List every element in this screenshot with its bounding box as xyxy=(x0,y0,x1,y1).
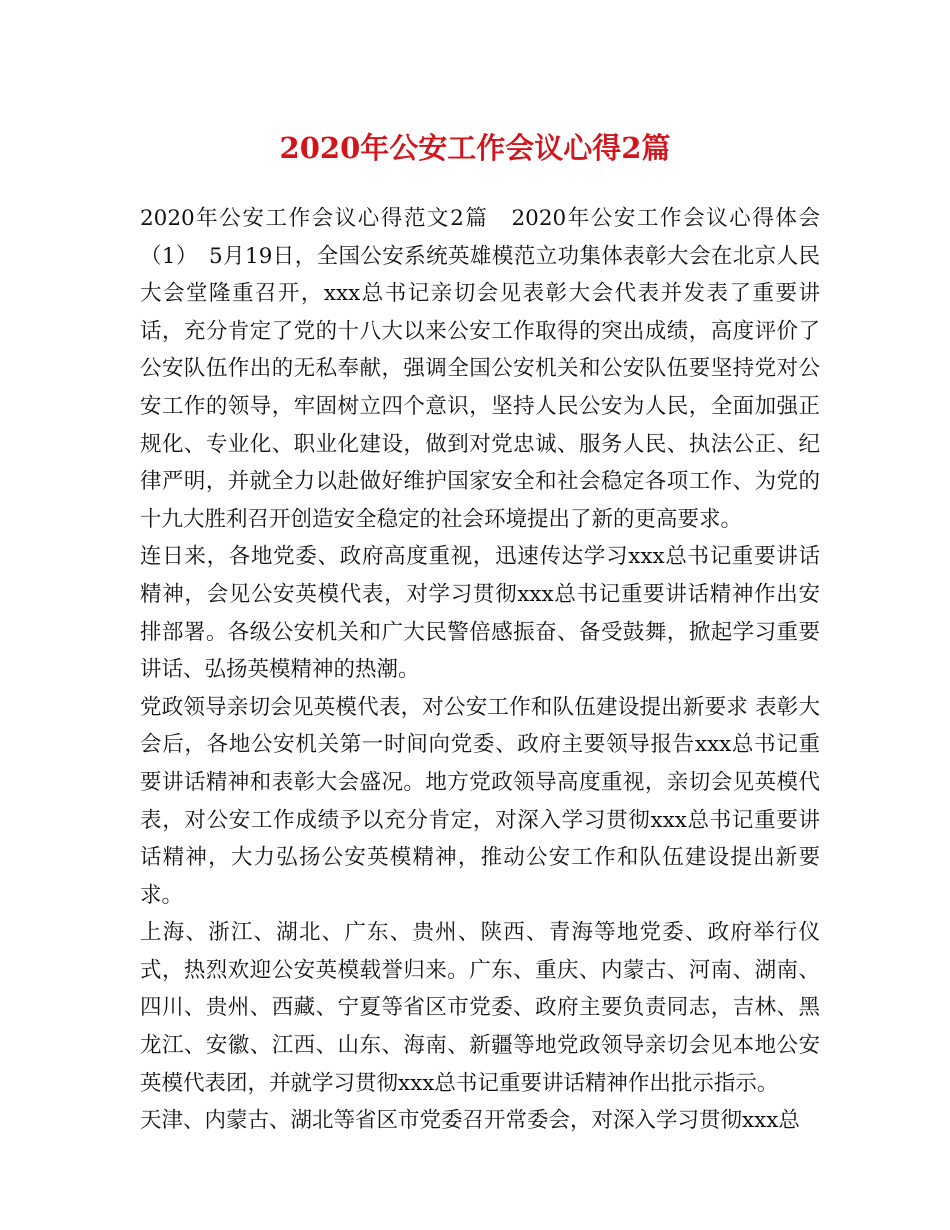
document-title: 2020年公安工作会议心得2篇 xyxy=(279,131,671,165)
paragraph: 上海、浙江、湖北、广东、贵州、陕西、青海等地党委、政府举行仪式，热烈欢迎公安英模载誉归来。广东、重庆、内蒙古、河南、湖南、四川、贵州、西藏、宁夏等省区市党委、政府主要负责同志，吉林、黑龙江、安徽、江西、山东、海南、新疆等地党政领导亲切会见本地公安英模代表团，并就学习贯彻xxx总书记重要讲话精神作出批示指示。 xyxy=(140,920,820,1096)
document-body xyxy=(140,200,820,1140)
paragraph: 党政领导亲切会见英模代表，对公安工作和队伍建设提出新要求 表彰大会后，各地公安机关第一时间向党委、政府主要领导报告xxx总书记重要讲话精神和表彰大会盛况。地方党政领导高度重视，亲切会见英模代表，对公安工作成绩予以充分肯定，对深入学习贯彻xxx总书记重要讲话精神，大力弘扬公安英模精神，推动公安工作和队伍建设提出新要求。 xyxy=(140,694,820,908)
paragraph: 天津、内蒙古、湖北等省区市党委召开常委会，对深入学习贯彻xxx总 xyxy=(140,1108,800,1134)
paragraph: 连日来，各地党委、政府高度重视，迅速传达学习xxx总书记重要讲话精神，会见公安英模代表，对学习贯彻xxx总书记重要讲话精神作出安排部署。各级公安机关和广大民警倍感振奋、备受鼓舞，掀起学习重要讲话、弘扬英模精神的热潮。 xyxy=(140,544,820,683)
paragraph: 2020年公安工作会议心得范文2篇 2020年公安工作会议心得体会（1） 5月19日，全国公安系统英雄模范立功集体表彰大会在北京人民大会堂隆重召开，xxx总书记亲切会见表彰大会代表并发表了重要讲话，充分肯定了党的十八大以来公安工作取得的突出成绩，高度评价了公安队伍作出的无私奉献，强调全国公安机关和公安队伍要坚持党对公安工作的领导，牢固树立四个意识，坚持人民公安为人民，全面加强正规化、专业化、职业化建设，做到对党忠诚、服务人民、执法公正、纪律严明，并就全力以赴做好维护国家安全和社会稳定各项工作、为党的十九大胜利召开创造安全稳定的社会环境提出了新的更高要求。 xyxy=(140,206,820,532)
